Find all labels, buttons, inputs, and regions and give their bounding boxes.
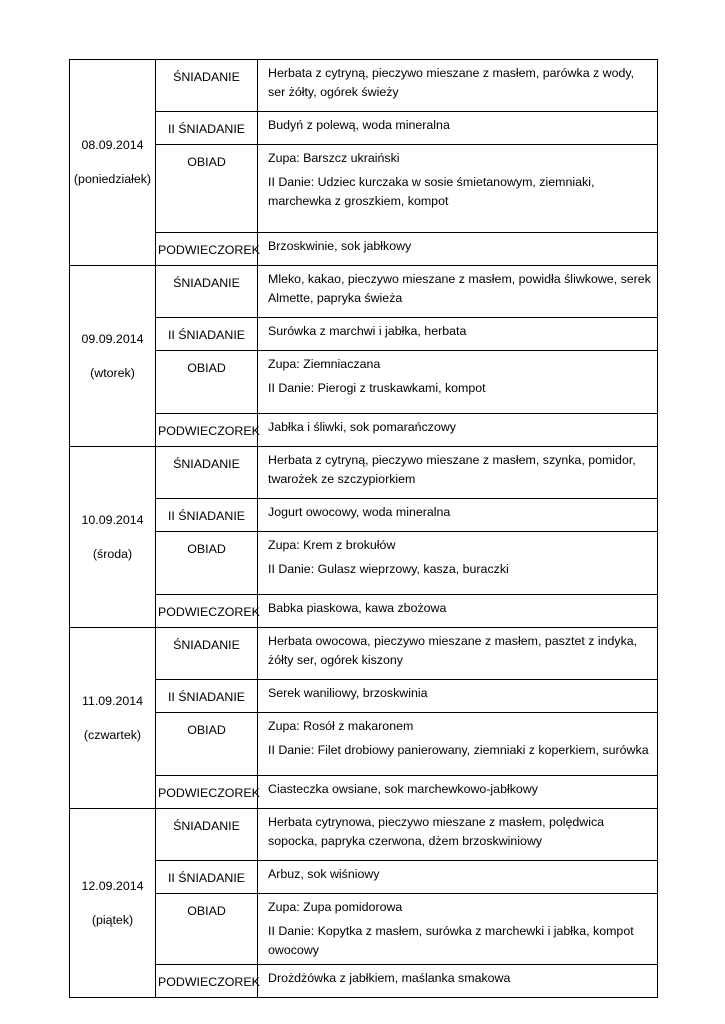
meal-description [258, 266, 658, 318]
meal-text: II Danie: Filet drobiowy panierowany, ziemniaki z koperkiem, surówka [268, 743, 649, 757]
day-date: 10.09.2014 [81, 512, 144, 527]
meal-text: Zupa: Krem z brokułów [268, 538, 396, 552]
meal-text: Herbata z cytryną, pieczywo mieszane z masłem, szynka, pomidor, twarożek ze szczypiorkiem [268, 453, 636, 486]
meal-text: Jogurt owocowy, woda mineralna [268, 505, 451, 519]
meal-text: Serek waniliowy, brzoskwinia [268, 686, 428, 700]
meal-text: Brzoskwinie, sok jabłkowy [268, 239, 412, 253]
meal-label: II ŚNIADANIE [156, 318, 258, 351]
meal-row [70, 713, 658, 776]
meal-description [258, 351, 658, 414]
meal-text: Ciasteczka owsiane, sok marchewkowo-jabłkowy [268, 782, 538, 796]
day-weekday: (czwartek) [83, 727, 142, 742]
meal-description [258, 628, 658, 680]
day-date: 09.09.2014 [81, 331, 144, 346]
meal-label: ŚNIADANIE [156, 809, 258, 861]
day-date: 12.09.2014 [81, 878, 144, 893]
day-cell [70, 809, 156, 998]
meal-text: Zupa: Barszcz ukraiński [268, 151, 400, 165]
meal-description [258, 595, 658, 628]
meal-row [70, 861, 658, 894]
menu-table-body [70, 60, 658, 998]
meal-text: Zupa: Zupa pomidorowa [268, 900, 403, 914]
meal-label: II ŚNIADANIE [156, 680, 258, 713]
meal-description [258, 776, 658, 809]
meal-label: OBIAD [156, 351, 258, 414]
meal-label: II ŚNIADANIE [156, 112, 258, 145]
meal-text: II Danie: Gulasz wieprzowy, kasza, buraczki [268, 562, 509, 576]
meal-row [70, 351, 658, 414]
meal-row [70, 809, 658, 861]
meal-row [70, 532, 658, 595]
meal-text: Herbata cytrynowa, pieczywo mieszane z masłem, polędwica sopocka, papryka czerwona, dżem brzoskwiniowy [268, 815, 605, 848]
meal-text: II Danie: Pierogi z truskawkami, kompot [268, 381, 486, 395]
meal-label: OBIAD [156, 532, 258, 595]
day-cell [70, 628, 156, 809]
meal-description [258, 713, 658, 776]
meal-row [70, 233, 658, 266]
meal-label: OBIAD [156, 894, 258, 965]
meal-description [258, 112, 658, 145]
meal-label: PODWIECZOREK [156, 965, 258, 998]
meal-label: ŚNIADANIE [156, 447, 258, 499]
meal-row [70, 680, 658, 713]
day-cell [70, 447, 156, 628]
meal-label: OBIAD [156, 145, 258, 233]
meal-label: ŚNIADANIE [156, 60, 258, 112]
day-date: 08.09.2014 [81, 138, 144, 152]
meal-label: ŚNIADANIE [156, 266, 258, 318]
meal-text: Zupa: Rosół z makaronem [268, 719, 414, 733]
meal-row [70, 628, 658, 680]
meal-description [258, 414, 658, 447]
meal-description [258, 60, 658, 112]
meal-label: OBIAD [156, 713, 258, 776]
meal-description [258, 233, 658, 266]
meal-row [70, 414, 658, 447]
meal-text: Drożdżówka z jabłkiem, maślanka smakowa [268, 971, 511, 985]
meal-row [70, 60, 658, 112]
meal-description [258, 145, 658, 233]
day-weekday: (wtorek) [90, 365, 135, 380]
meal-text: Babka piaskowa, kawa zbożowa [268, 601, 447, 615]
day-cell [70, 60, 156, 266]
meal-label: PODWIECZOREK [156, 414, 258, 447]
meal-row [70, 499, 658, 532]
meal-label: ŚNIADANIE [156, 628, 258, 680]
meal-row [70, 595, 658, 628]
meal-text: Surówka z marchwi i jabłka, herbata [268, 324, 467, 338]
day-weekday: (poniedziałek) [73, 172, 152, 186]
meal-label: II ŚNIADANIE [156, 861, 258, 894]
meal-label: PODWIECZOREK [156, 776, 258, 809]
meal-description [258, 861, 658, 894]
meal-description [258, 499, 658, 532]
meal-text: Herbata z cytryną, pieczywo mieszane z masłem, parówka z wody, ser żółty, ogórek świeży [268, 66, 635, 99]
meal-text: Mleko, kakao, pieczywo mieszane z masłem, powidła śliwkowe, serek Almette, papryka świeża [268, 272, 651, 305]
meal-text: Herbata owocowa, pieczywo mieszane z masłem, pasztet z indyka, żółty ser, ogórek kiszony [268, 634, 638, 667]
meal-description [258, 447, 658, 499]
day-weekday: (piątek) [91, 912, 134, 927]
meal-text: Budyń z polewą, woda mineralna [268, 118, 450, 132]
meal-row [70, 318, 658, 351]
meal-row [70, 145, 658, 233]
meal-description [258, 965, 658, 998]
day-weekday: (środa) [92, 546, 133, 561]
meal-row [70, 112, 658, 145]
meal-text: II Danie: Kopytka z masłem, surówka z marchewki i jabłka, kompot owocowy [268, 924, 634, 957]
meal-text: Arbuz, sok wiśniowy [268, 867, 380, 881]
meal-description [258, 532, 658, 595]
meal-text: Zupa: Ziemniaczana [268, 357, 381, 371]
weekly-menu-table [69, 59, 658, 998]
meal-text: II Danie: Udziec kurczaka w sosie śmietanowym, ziemniaki, marchewka z groszkiem, kompot [268, 175, 595, 208]
day-date: 11.09.2014 [81, 693, 144, 708]
day-cell [70, 266, 156, 447]
meal-text: Jabłka i śliwki, sok pomarańczowy [268, 420, 456, 434]
meal-label: II ŚNIADANIE [156, 499, 258, 532]
meal-description [258, 894, 658, 965]
meal-description [258, 318, 658, 351]
meal-label: PODWIECZOREK [156, 595, 258, 628]
meal-row [70, 447, 658, 499]
meal-row [70, 894, 658, 965]
meal-row [70, 266, 658, 318]
meal-row [70, 776, 658, 809]
meal-description [258, 809, 658, 861]
meal-label: PODWIECZOREK [156, 233, 258, 266]
meal-description [258, 680, 658, 713]
meal-row [70, 965, 658, 998]
